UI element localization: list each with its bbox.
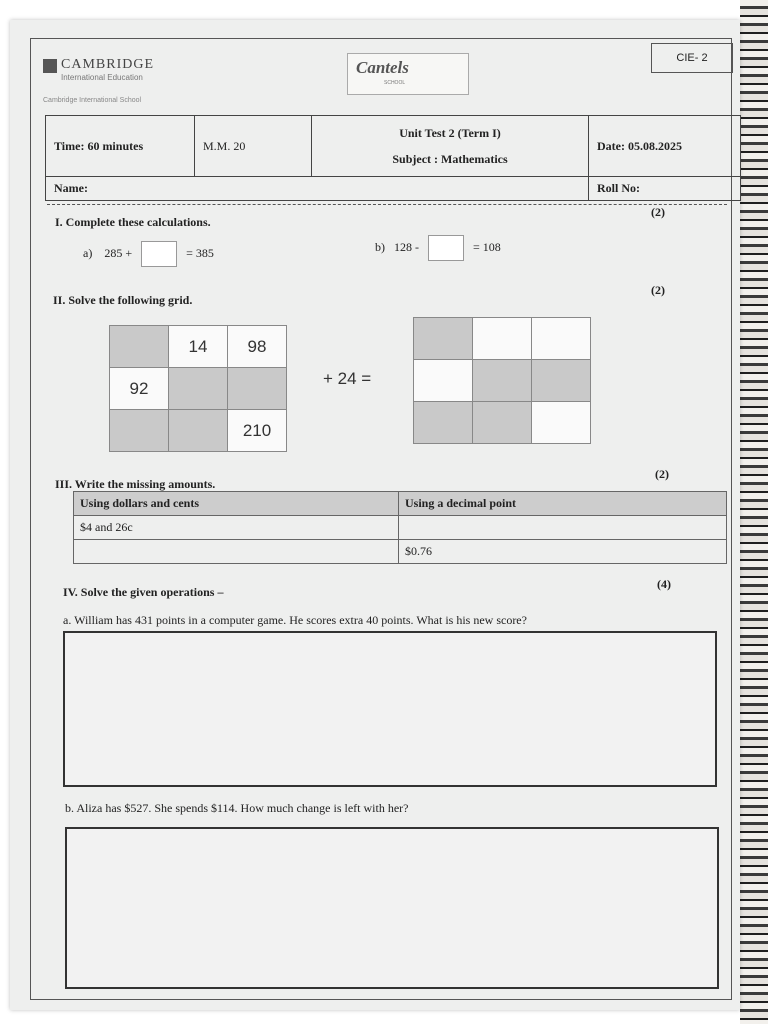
section1-marks: (2): [651, 205, 665, 219]
answer-cell[interactable]: [473, 318, 532, 360]
grid-row: [414, 402, 591, 444]
table-header-row: [74, 492, 727, 516]
answer-cell[interactable]: [532, 360, 591, 402]
table-cell: $0.76: [399, 540, 727, 564]
question-b: b. Aliza has $527. She spends $114. How much change is left with her?: [65, 801, 409, 815]
answer-cell[interactable]: [414, 402, 473, 444]
section4-marks: (4): [657, 577, 671, 591]
answer-box-a[interactable]: [63, 631, 717, 787]
board-subtitle: International Education: [61, 73, 143, 82]
grid-cell: [169, 410, 228, 452]
section3-marks: (2): [655, 467, 669, 481]
grid-row: [110, 368, 287, 410]
section2-marks: (2): [651, 283, 665, 297]
date-cell: Date: 05.08.2025: [589, 116, 741, 177]
table-cell: $4 and 26c: [74, 516, 399, 540]
grid-cell: [228, 368, 287, 410]
school-logo-subtext: SCHOOL: [384, 80, 406, 86]
grid-cell: [169, 368, 228, 410]
name-field[interactable]: Name:: [46, 177, 589, 201]
grid-cell: [110, 326, 169, 368]
answer-cell[interactable]: [473, 402, 532, 444]
money-table: [73, 491, 727, 564]
answer-cell[interactable]: [532, 318, 591, 360]
school-logo: [347, 53, 469, 95]
table-row: [74, 516, 727, 540]
calc-a-label: a): [83, 245, 93, 260]
answer-cell[interactable]: [414, 318, 473, 360]
table-answer-cell[interactable]: [74, 540, 399, 564]
grid-cell: 14: [169, 326, 228, 368]
grid-row: [110, 326, 287, 368]
tablecloth-edge: [740, 0, 768, 1024]
grid-row: [414, 318, 591, 360]
board-name: CAMBRIDGE: [61, 57, 155, 72]
answer-cell[interactable]: [532, 402, 591, 444]
grid-cell: 210: [228, 410, 287, 452]
col-decimal-point: Using a decimal point: [399, 492, 727, 516]
test-title-cell: [312, 116, 589, 177]
test-paper: [10, 20, 740, 1010]
divider: [47, 204, 727, 205]
section2-title: II. Solve the following grid.: [53, 293, 193, 307]
calc-b: [375, 235, 501, 261]
calc-a-right: = 385: [186, 245, 214, 260]
answer-cell[interactable]: [473, 360, 532, 402]
grid-row: [110, 410, 287, 452]
roll-field[interactable]: Roll No:: [589, 177, 741, 201]
section1-title: I. Complete these calculations.: [55, 215, 211, 229]
table-answer-cell[interactable]: [399, 516, 727, 540]
col-dollars-cents: Using dollars and cents: [74, 492, 399, 516]
table-row: [74, 540, 727, 564]
info-table: [45, 115, 741, 201]
shield-icon: [43, 59, 57, 73]
answer-grid: [413, 317, 591, 444]
school-line: Cambridge International School: [43, 97, 142, 104]
calc-a-left: 285 +: [104, 245, 133, 260]
calc-b-right: = 108: [473, 239, 501, 254]
question-a: a. William has 431 points in a computer game. He scores extra 40 points. What is his new score?: [63, 613, 527, 627]
calc-b-answer-box[interactable]: [428, 235, 464, 261]
answer-cell[interactable]: [414, 360, 473, 402]
time-cell: Time: 60 minutes: [46, 116, 195, 177]
calc-a-answer-box[interactable]: [141, 241, 177, 267]
input-grid: [109, 325, 287, 452]
max-marks-cell: M.M. 20: [195, 116, 312, 177]
calc-b-label: b): [375, 239, 385, 254]
page-border: [30, 38, 732, 1000]
section4-title: IV. Solve the given operations –: [63, 585, 224, 599]
school-logo-text: Cantels: [356, 58, 409, 77]
calc-b-left: 128 -: [394, 239, 419, 254]
grid-cell: 98: [228, 326, 287, 368]
section3-title: III. Write the missing amounts.: [55, 477, 216, 491]
grid-cell: 92: [110, 368, 169, 410]
grid-operation: + 24 =: [323, 369, 372, 388]
grid-cell: [110, 410, 169, 452]
test-name: Unit Test 2 (Term I): [399, 126, 501, 140]
calc-a: [83, 241, 214, 267]
subject: Subject : Mathematics: [392, 152, 508, 166]
answer-box-b[interactable]: [65, 827, 719, 989]
grid-row: [414, 360, 591, 402]
paper-code: CIE- 2: [651, 43, 733, 73]
